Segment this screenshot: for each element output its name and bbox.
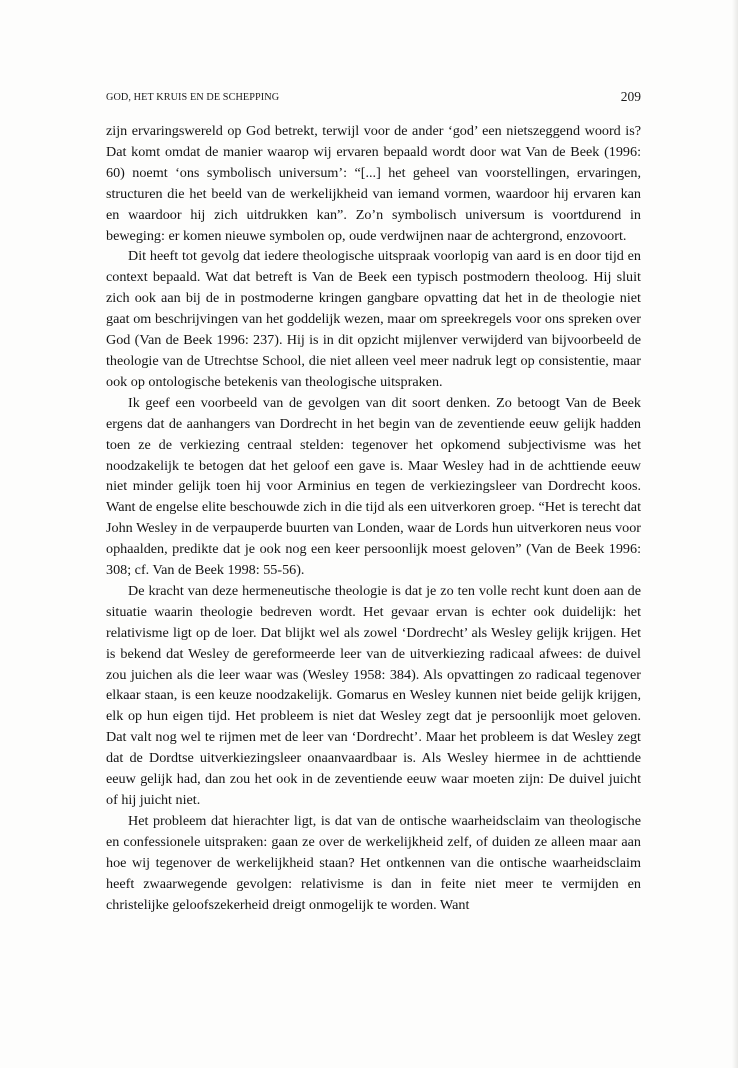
paragraph-4: De kracht van deze hermeneutische theologie is dat je zo ten volle recht kunt doen aan de situatie waarin theologie bedreven wordt. Het gevaar ervan is echter ook duidelijk: het relativisme ligt op de loer. Dat blijkt wel als zowel ‘Dordrecht’ als Wesley gelijk krijgen. Het is bekend dat Wesley de gereformeerde leer van de uitverkiezing radicaal afwees: de duivel zou juichen als die leer waar was (Wesley 1958: 384). Als opvattingen zo radicaal tegenover elkaar staan, is een keuze noodzakelijk. Gomarus en Wesley kunnen niet beide gelijk krijgen, elk op hun eigen tijd. Het probleem is niet dat Wesley zegt dat je persoonlijk moet geloven. Dat valt nog wel te rijmen met de leer van ‘Dordrecht’. Maar het probleem is dat Wesley zegt dat de Dordtse uitverkiezingsleer onaanvaardbaar is. Als Wesley hiermee in de achttiende eeuw gelijk had, dan zou het ook in de zeventiende eeuw waar moeten zijn: De duivel juicht of hij juicht niet. [106, 582, 641, 808]
running-title: GOD, HET KRUIS EN DE SCHEPPING [106, 92, 280, 103]
paragraph-5: Het probleem dat hierachter ligt, is dat van de ontische waarheidsclaim van theologische en confessionele uitspraken: gaan ze over de werkelijkheid zelf, of duiden ze alleen maar aan hoe wij tegenover de werkelijkheid staan? Het ontkennen van die ontische waarheidsclaim heeft zwaarwegende gevolgen: relativisme is dan in feite niet meer te vermijden en christelijke geloofszekerheid dreigt onmogelijk te worden. Want [106, 812, 641, 913]
paragraph-2: Dit heeft tot gevolg dat iedere theologische uitspraak voorlopig van aard is en door tijd en context bepaald. Wat dat betreft is Van de Beek een typisch postmodern theoloog. Hij sluit zich ook aan bij de in postmoderne kringen gangbare opvatting dat het in de theologie niet gaat om beschrijvingen van het goddelijk wezen, maar om spreekregels voor ons spreken over God (Van de Beek 1996: 237). Hij is in dit opzicht mijlenver verwijderd van bijvoorbeeld de theologie van de Utrechtse School, die niet alleen veel meer nadruk legt op consistentie, maar ook op ontologische betekenis van theologische uitspraken. [106, 248, 641, 390]
running-header [106, 88, 641, 108]
page-edge-shadow [732, 0, 738, 1068]
page-number: 209 [620, 89, 641, 104]
paragraph-3: Ik geef een voorbeeld van de gevolgen van dit soort denken. Zo betoogt Van de Beek ergens dat de aanhangers van Dordrecht in het begin van de zeventiende eeuw gelijk hadden toen ze de verkiezing centraal stelden: tegenover het opkomend subjectivisme was het noodzakelijk te betogen dat het geloof een gave is. Maar Wesley had in de achttiende eeuw niet minder gelijk toen hij voor Arminius en tegen de verkiezingsleer van Dordrecht koos. Want de engelse elite beschouwde zich in die tijd als een uitverkoren groep. “Het is terecht dat John Wesley in de verpauperde buurten van Londen, waar de Lords hun uitverkoren neus voor ophaalden, predikte dat je ook nog een keer persoonlijk moest geloven” (Van de Beek 1996: 308; cf. Van de Beek 1998: 55-56). [106, 394, 641, 579]
paragraph-1: zijn ervaringswereld op God betrekt, terwijl voor de ander ‘god’ een nietszeggend woord is? Dat komt omdat de manier waarop wij ervaren bepaald wordt door wat Van de Beek (1996: 60) noemt ‘ons symbolisch universum’: “[...] het geheel van voorstellingen, ervaringen, structuren die het beeld van de werkelijkheid van iemand vormen, waardoor hij ervaren kan en waardoor hij zich uitdrukken kan”. Zo’n symbolisch universum is voortdurend in beweging: er komen nieuwe symbolen op, oude verdwijnen naar de achtergrond, enzovoort. [106, 123, 641, 244]
body-text [106, 121, 641, 915]
